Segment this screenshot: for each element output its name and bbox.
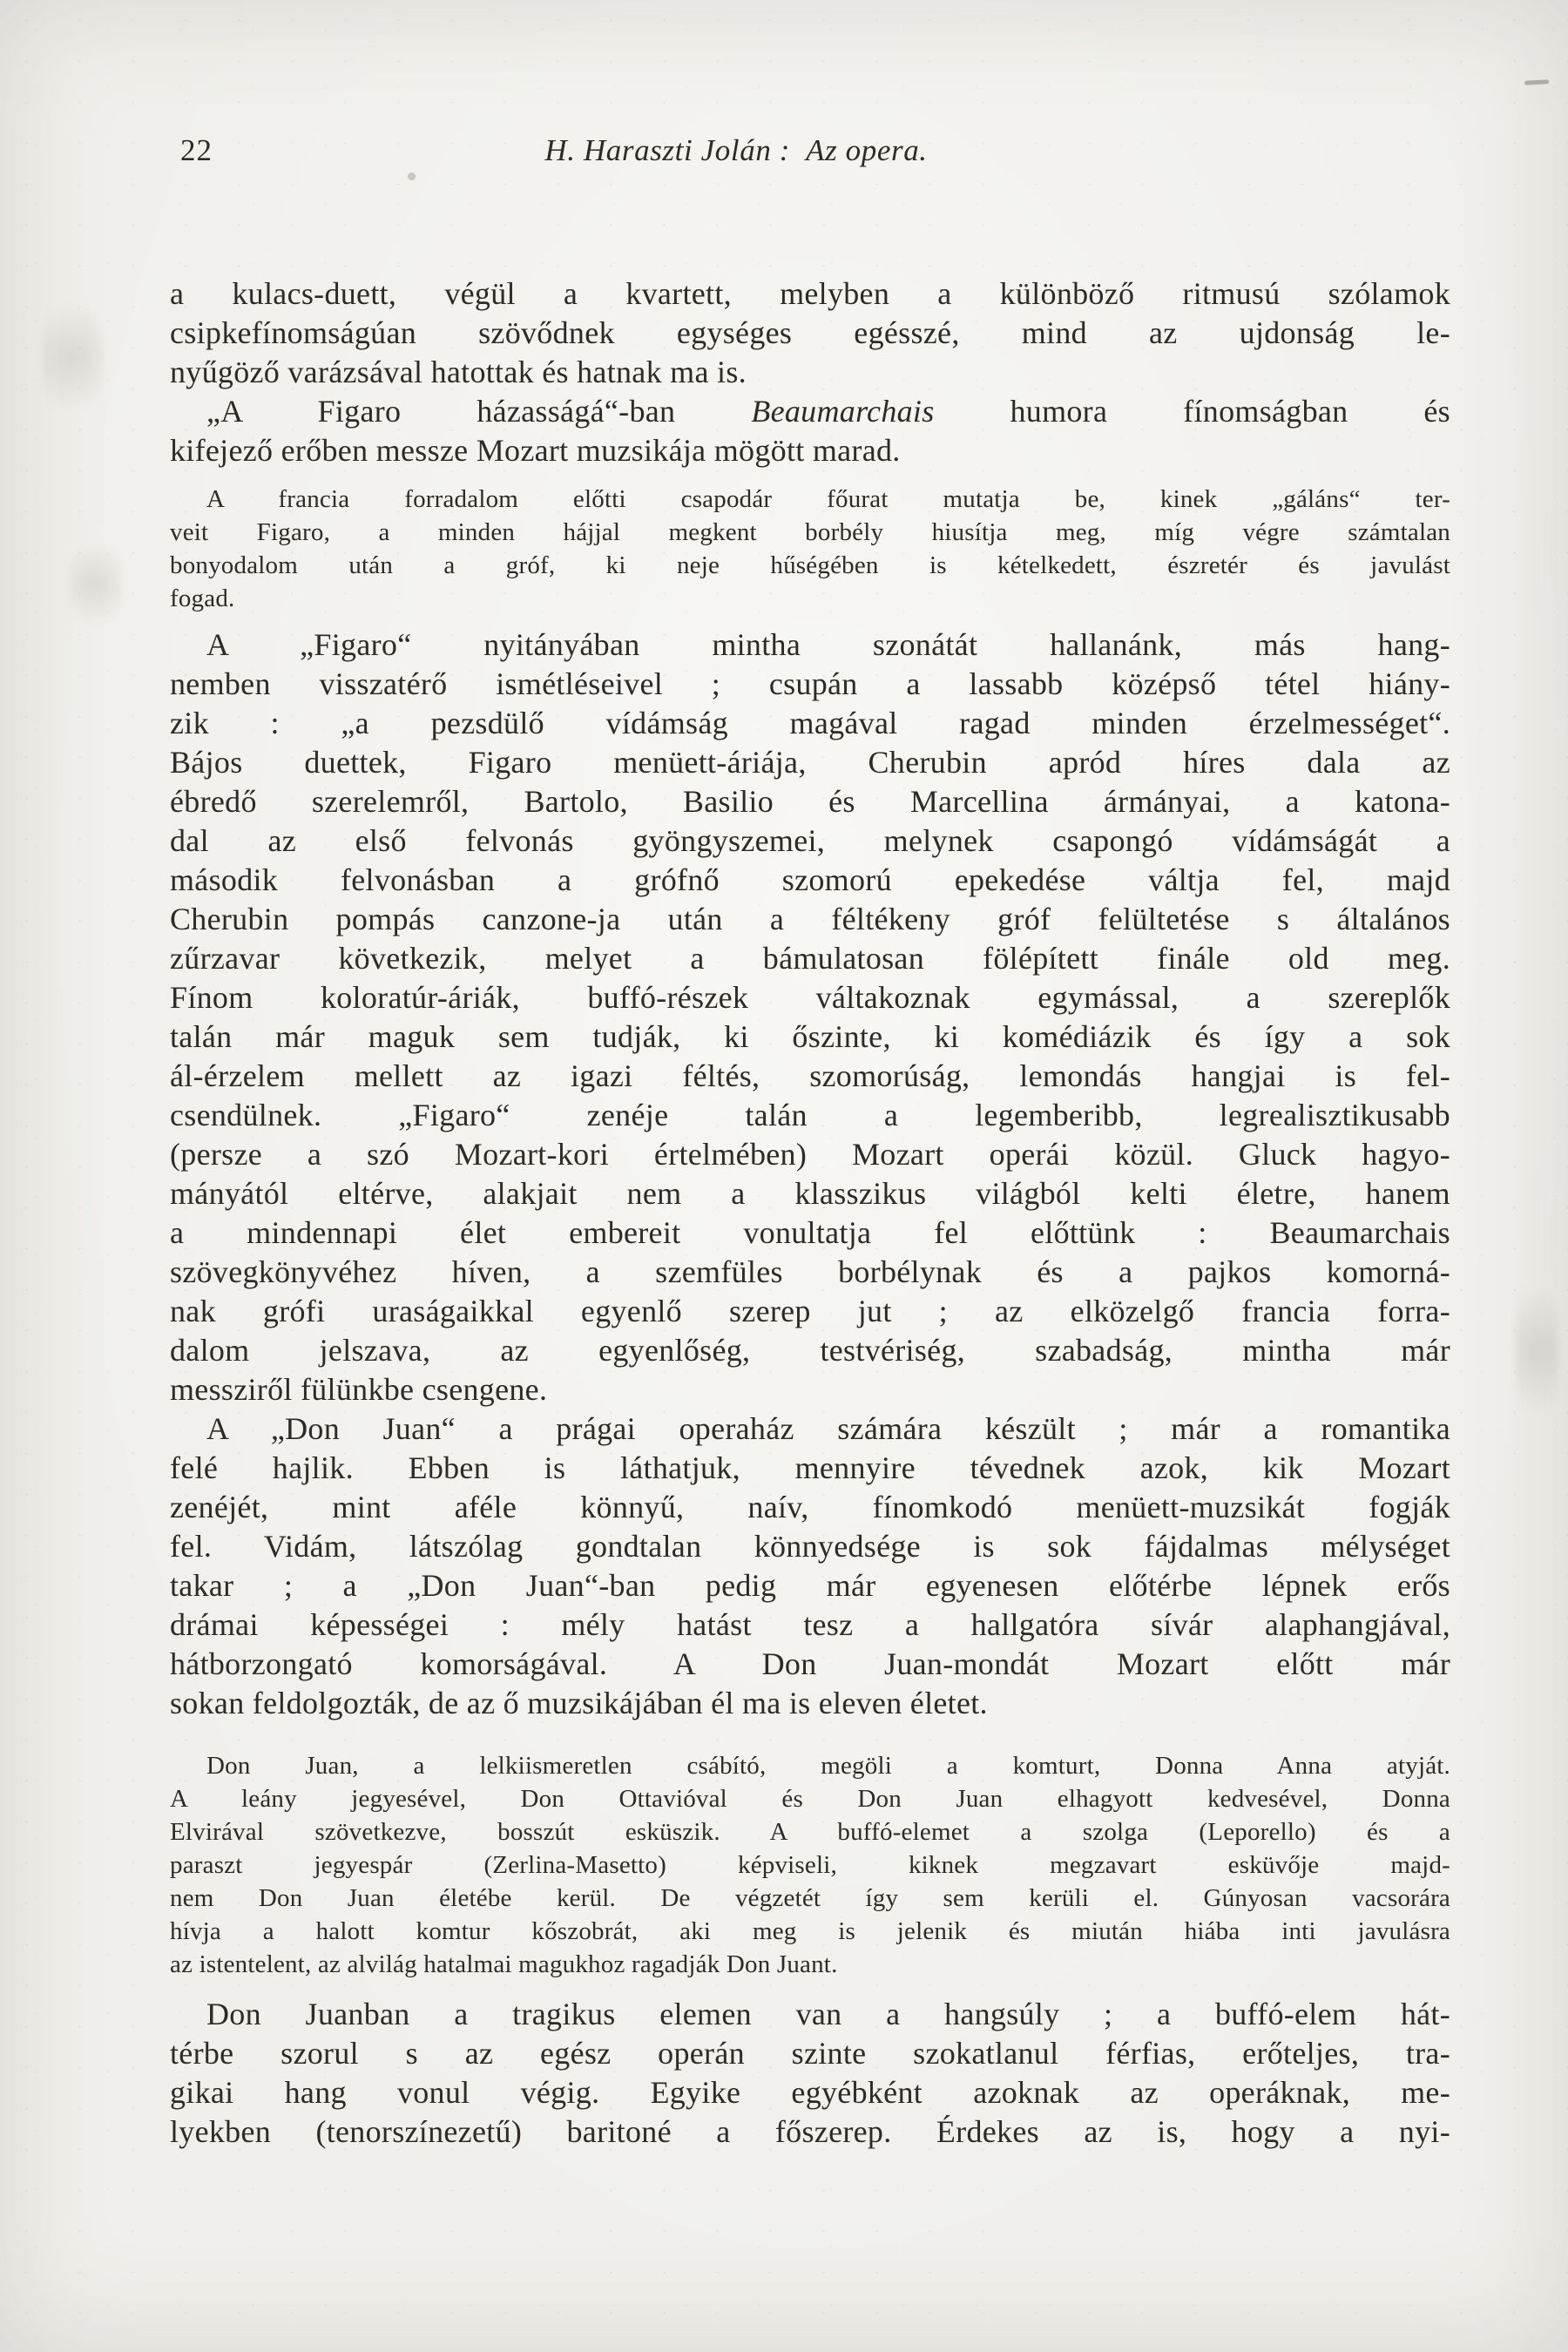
text-line: hívja a halott komtur kőszobrát, aki meg is jelenik és miután hiába inti javulásra bbox=[170, 1917, 1450, 1945]
text-line: Don Juan, a lelkiismeretlen csábító, megöli a komturt, Donna Anna atyját. bbox=[206, 1752, 1450, 1780]
scan-dash-artifact bbox=[1524, 79, 1549, 84]
para-don-juan-synopsis bbox=[170, 1749, 1450, 1981]
text-line: mányától eltérve, alakjait nem a klasszikus világból kelti életre, hanem bbox=[170, 1176, 1450, 1211]
italic-text: Beaumarchais bbox=[751, 394, 935, 429]
text-line: nak grófi uraságaikkal egyenlő szerep jut ; az elközelgő francia forra- bbox=[170, 1294, 1450, 1328]
text-line: lyekben (tenorszínezetű) baritoné a főszerep. Érdekes az is, hogy a nyi- bbox=[170, 2114, 1450, 2149]
text-line: drámai képességei : mély hatást tesz a hallgatóra sívár alaphangjával, bbox=[170, 1607, 1450, 1642]
text-line: a mindennapi élet embereit vonultatja fel előttünk : Beaumarchais bbox=[170, 1215, 1450, 1250]
scan-smudge bbox=[1516, 1263, 1559, 1437]
running-title: H. Haraszti Jolán : Az opera. bbox=[544, 133, 928, 167]
para-francia-forradalom bbox=[170, 483, 1450, 615]
para-figaro-nyitany bbox=[170, 625, 1450, 1409]
text-line: talán már maguk sem tudják, ki őszinte, ki komédiázik és így a sok bbox=[170, 1019, 1450, 1054]
text-line bbox=[170, 392, 1450, 431]
scan-smudge bbox=[70, 531, 122, 636]
text-line: ál-érzelem mellett az igazi féltés, szomorúság, lemondás hangjai is fel- bbox=[170, 1058, 1450, 1093]
text-line: dal az első felvonás gyöngyszemei, melynek csapongó vídámságát a bbox=[170, 823, 1450, 858]
text-line: felé hajlik. Ebben is láthatjuk, mennyire tévednek azok, kik Mozart bbox=[170, 1450, 1450, 1485]
text-line: zenéjét, mint aféle könnyű, naív, fínomkodó menüett-muzsikát fogják bbox=[170, 1490, 1450, 1524]
text-line: sokan feldolgozták, de az ő muzsikájában él ma is eleven életet. bbox=[170, 1686, 988, 1720]
text-line: zűrzavar következik, melyet a bámulatosan fölépített finále old meg. bbox=[170, 941, 1450, 976]
text-line: Fínom koloratúr-áriák, buffó-részek váltakoznak egymással, a szereplők bbox=[170, 980, 1450, 1015]
text-line: csendülnek. „Figaro“ zenéje talán a legemberibb, legrealisztikusabb bbox=[170, 1098, 1450, 1132]
text-line: fel. Vidám, látszólag gondtalan könnyedsége is sok fájdalmas mélységet bbox=[170, 1529, 1450, 1564]
text-line: zik : „a pezsdülő vídámság magával ragad minden érzelmességet“. bbox=[170, 706, 1450, 740]
text-segment: „A Figaro házasságá“-ban bbox=[206, 394, 752, 429]
text-line: paraszt jegyespár (Zerlina-Masetto) képviseli, kiknek megzavart esküvője majd- bbox=[170, 1851, 1450, 1879]
page-number: 22 bbox=[180, 133, 213, 167]
para-figaro-hazassaga bbox=[170, 392, 1450, 470]
text-line: Cherubin pompás canzone-ja után a féltékeny gróf felültetése s általános bbox=[170, 902, 1450, 936]
text-line: gikai hang vonul végig. Egyike egyébként azoknak az operáknak, me- bbox=[170, 2075, 1450, 2110]
text-line: szövegkönyvéhez híven, a szemfüles borbélynak és a pajkos komorná- bbox=[170, 1254, 1450, 1289]
text-line: az istentelent, az alvilág hatalmai magukhoz ragadják Don Juant. bbox=[170, 1950, 838, 1978]
text-column bbox=[170, 274, 1450, 2152]
text-line: A francia forradalom előtti csapodár főurat mutatja be, kinek „gáláns“ ter- bbox=[206, 485, 1450, 513]
text-line: a kulacs-duett, végül a kvartett, melyben a különböző ritmusú szólamok bbox=[170, 276, 1450, 311]
page-header bbox=[170, 131, 1450, 172]
scan-dot-artifact bbox=[408, 172, 416, 180]
text-line: veit Figaro, a minden hájjal megkent borbély hiusítja meg, míg végre számtalan bbox=[170, 518, 1450, 546]
text-line: csipkefínomságúan szövődnek egységes egésszé, mind az ujdonság le- bbox=[170, 315, 1450, 350]
text-line: ébredő szerelemről, Bartolo, Basilio és Marcellina ármányai, a katona- bbox=[170, 784, 1450, 819]
text-line: A leány jegyesével, Don Ottavióval és Don Juan elhagyott kedvesével, Donna bbox=[170, 1785, 1450, 1813]
text-line: térbe szorul s az egész operán szinte szokatlanul férfias, erőteljes, tra- bbox=[170, 2036, 1450, 2071]
text-line: kifejező erőben messze Mozart muzsikája mögött marad. bbox=[170, 433, 901, 468]
text-line: takar ; a „Don Juan“-ban pedig már egyenesen előtérbe lépnek erős bbox=[170, 1568, 1450, 1603]
text-line: Don Juanban a tragikus elemen van a hangsúly ; a buffó-elem hát- bbox=[206, 1997, 1450, 2031]
text-line: Elvirával szövetkezve, bosszút esküszik. A buffó-elemet a szolga (Leporello) és a bbox=[170, 1818, 1450, 1846]
text-line: fogad. bbox=[170, 585, 235, 612]
text-line: dalom jelszava, az egyenlőség, testvériség, szabadság, mintha már bbox=[170, 1333, 1450, 1368]
text-segment: humora fínomságban és bbox=[934, 394, 1450, 429]
text-line: Bájos duettek, Figaro menüett-áriája, Cherubin apród híres dala az bbox=[170, 745, 1450, 780]
para-don-juan-tragikus bbox=[170, 1995, 1450, 2152]
text-line: A „Figaro“ nyitányában mintha szonátát hallanánk, más hang- bbox=[206, 627, 1450, 662]
text-line: második felvonásban a grófnő szomorú epekedése váltja fel, majd bbox=[170, 862, 1450, 897]
text-line: (persze a szó Mozart-kori értelmében) Mozart operái közül. Gluck hagyo- bbox=[170, 1137, 1450, 1172]
text-line: hátborzongató komorságával. A Don Juan-mondát Mozart előtt már bbox=[170, 1646, 1450, 1681]
text-line: nem Don Juan életébe kerül. De végzetét így sem kerüli el. Gúnyosan vacsorára bbox=[170, 1884, 1450, 1912]
text-line: nyűgöző varázsával hatottak és hatnak ma is. bbox=[170, 355, 747, 389]
para-kulacs-duett bbox=[170, 274, 1450, 392]
para-don-juan-pragai bbox=[170, 1409, 1450, 1723]
text-line: nemben visszatérő ismétléseivel ; csupán a lassabb középső tétel hiány- bbox=[170, 666, 1450, 701]
text-line: messziről fülünkbe csengene. bbox=[170, 1372, 548, 1407]
text-line: A „Don Juan“ a prágai operaház számára készült ; már a romantika bbox=[206, 1411, 1450, 1446]
text-line: bonyodalom után a gróf, ki neje hűségében is kételkedett, észretér és javulást bbox=[170, 551, 1450, 579]
scan-smudge bbox=[42, 287, 103, 427]
